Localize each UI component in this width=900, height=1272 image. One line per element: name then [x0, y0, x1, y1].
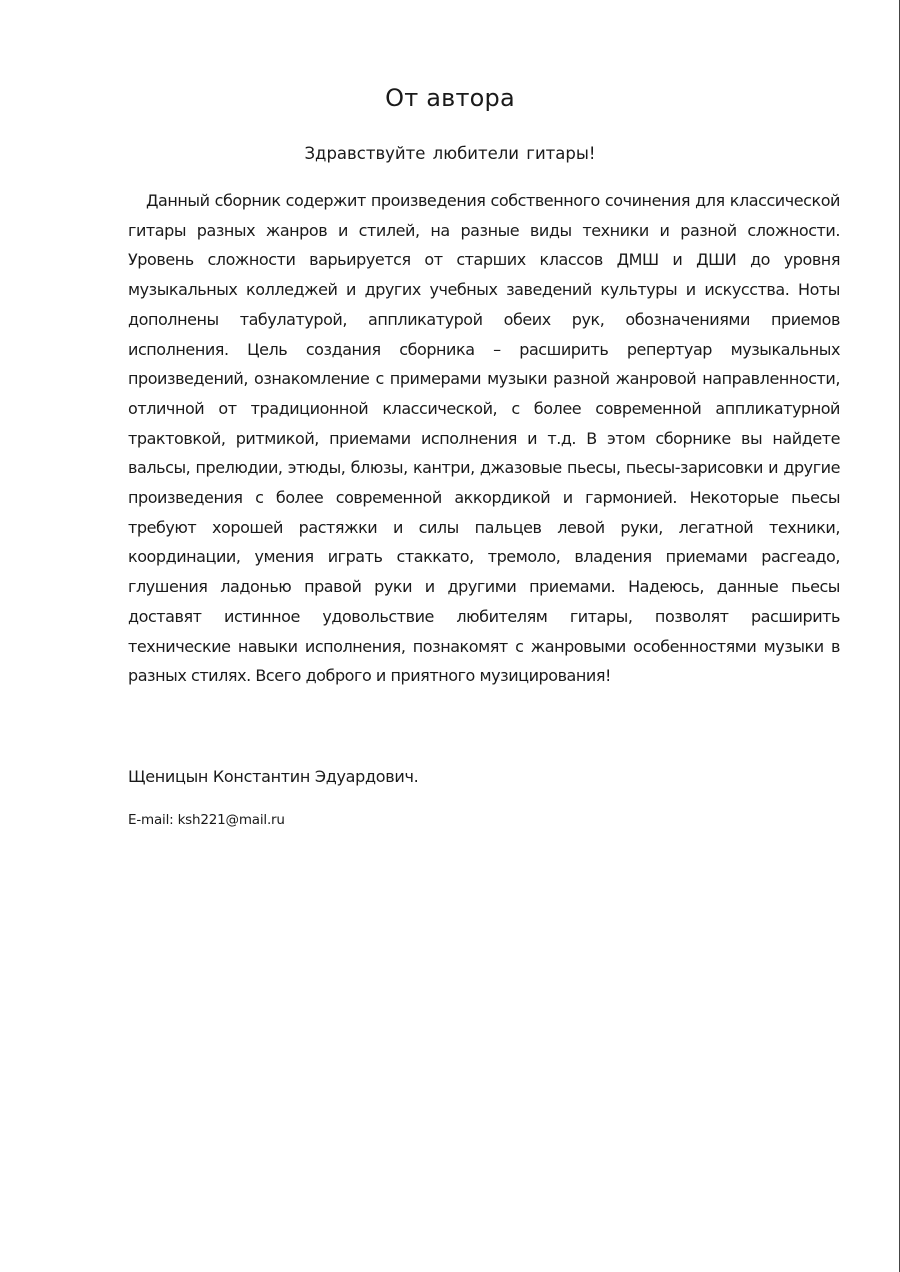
greeting: Здравствуйте любители гитары!: [304, 144, 596, 163]
page-title: От автора: [385, 84, 515, 112]
author-email: E-mail: ksh221@mail.ru: [128, 812, 285, 828]
author-signature: Щеницын Константин Эдуардович.: [128, 767, 419, 786]
body-paragraph: Данный сборник содержит произведения собственного сочинения для классической гитары разных жанров и стилей, на разные виды техники и разной сложности. Уровень сложности варьируется от старших классов ДМШ и ДШИ до уровня музыкальных колледжей и других учебных заведений культуры и искусства. Ноты дополнены табулатурой, аппликатурой обеих рук, обозначениями приемов исполнения. Цель создания сборника – расширить репертуар музыкальных произведений, ознакомление с примерами музыки разной жанровой направленности, отличной от традиционной классической, с более современной аппликатурной трактовкой, ритмикой, приемами исполнения и т.д. В этом сборнике вы найдете вальсы, прелюдии, этюды, блюзы, кантри, джазовые пьесы, пьесы-зарисовки и другие произведения с более современной аккордикой и гармонией. Некоторые пьесы требуют хорошей растяжки и силы пальцев левой руки, легатной техники, координации, умения играть стаккато, тремоло, владения приемами расгеадо, глушения ладонью правой руки и другими приемами. Надеюсь, данные пьесы доставят истинное удовольствие любителям гитары, позволят расширить технические навыки исполнения, познакомят с жанровыми особенностями музыки в разных стилях. Всего доброго и приятного музицирования!: [128, 191, 840, 686]
